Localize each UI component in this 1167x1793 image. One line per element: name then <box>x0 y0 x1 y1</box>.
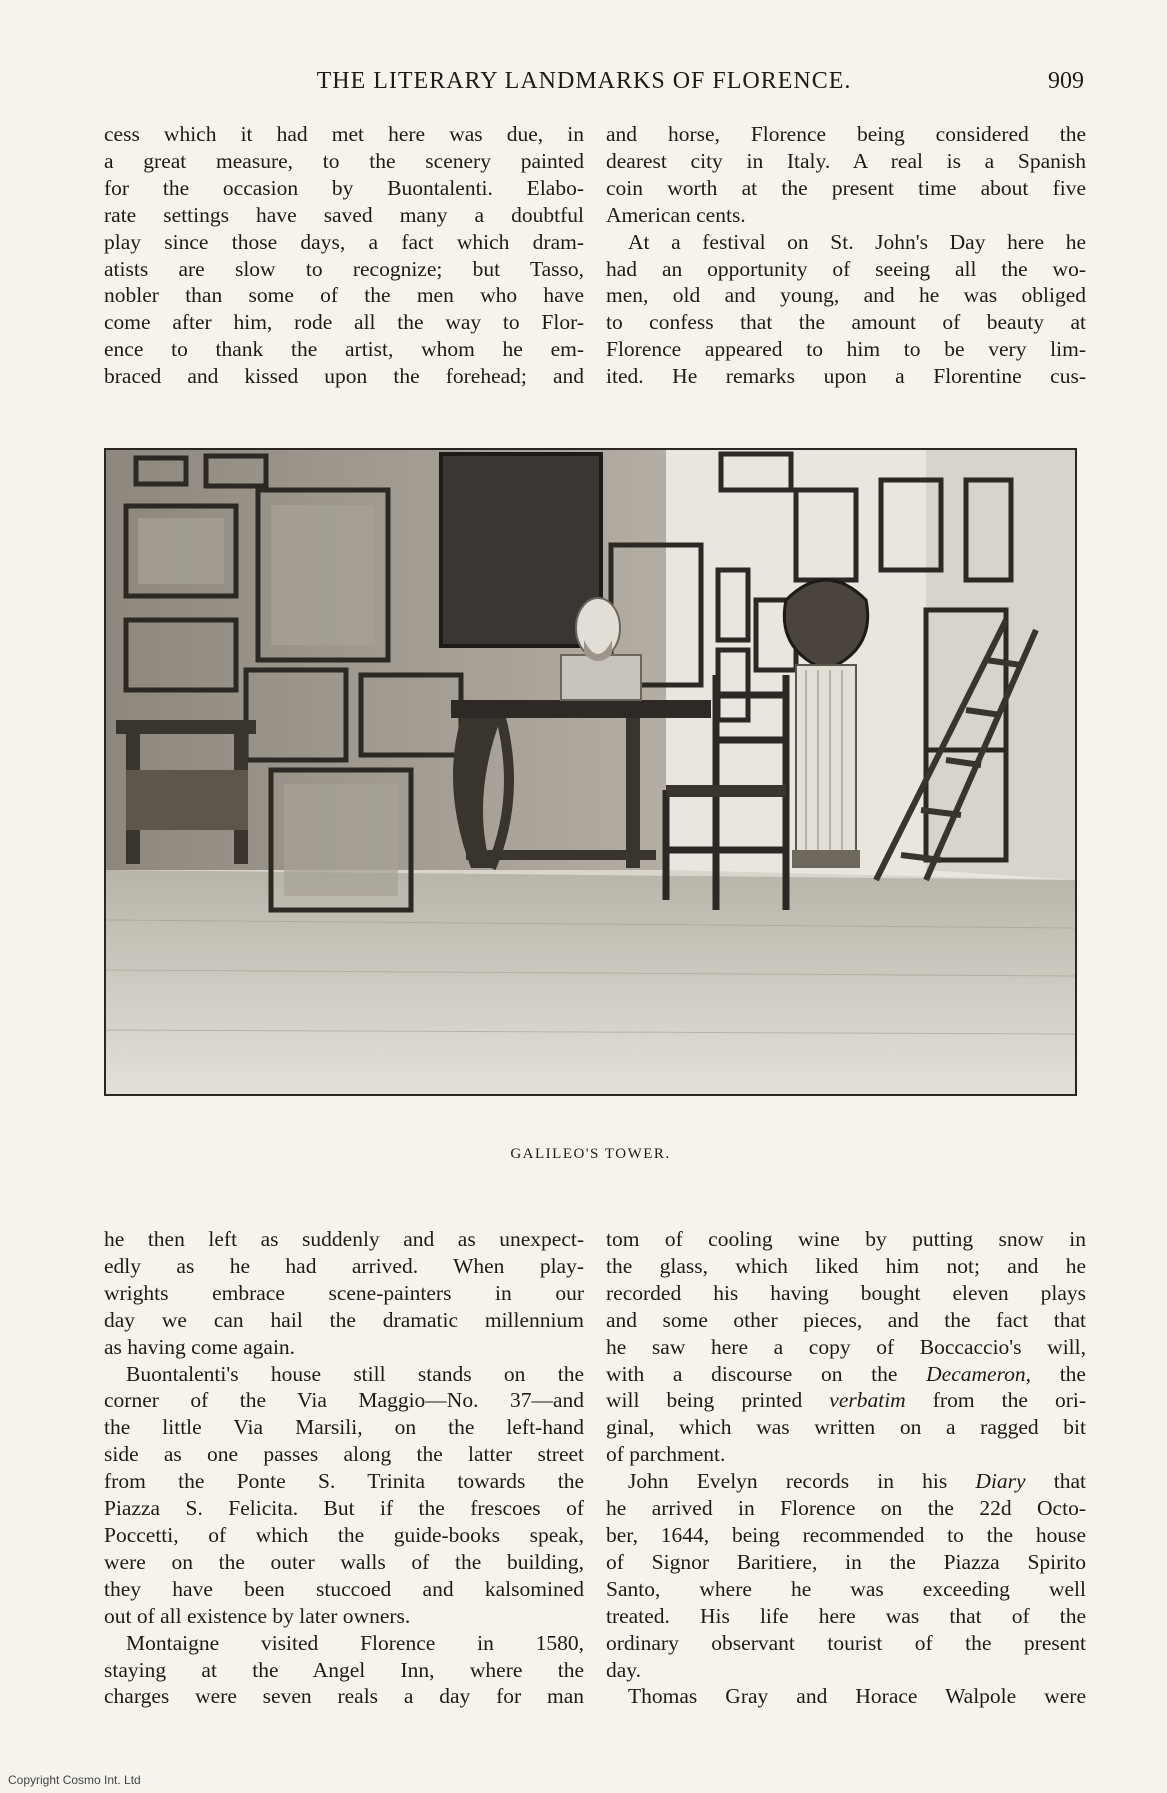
text-line: Piazza S. Felicita. But if the frescoes of <box>104 1496 584 1521</box>
text-line: were on the outer walls of the building, <box>104 1549 584 1574</box>
illustration-galileos-tower <box>104 448 1077 1096</box>
text-line: corner of the Via Maggio—No. 37—and <box>104 1388 584 1413</box>
text-line: braced and kissed upon the forehead; and <box>104 364 584 389</box>
text-line: from the Ponte S. Trinita towards the <box>104 1469 584 1494</box>
text-line: staying at the Angel Inn, where the <box>104 1657 584 1682</box>
paragraph <box>606 1683 1086 1710</box>
text-run: with a discourse on the <box>606 1361 927 1386</box>
text-line: play since those days, a fact which dram- <box>104 229 584 254</box>
text-line: nobler than some of the men who have <box>104 283 584 308</box>
text-line: ginal, which was written on a ragged bit <box>606 1415 1086 1440</box>
text-line: tom of cooling wine by putting snow in <box>606 1227 1086 1251</box>
column-bottom-left <box>104 1226 584 1710</box>
text-run: John Evelyn records in his <box>628 1469 976 1494</box>
page-number: 909 <box>1048 68 1084 94</box>
text-line: the little Via Marsili, on the left-hand <box>104 1415 584 1440</box>
illustration-caption: GALILEO'S TOWER. <box>510 1146 671 1162</box>
text-line: coin worth at the present time about five <box>606 175 1086 200</box>
text-line: ber, 1644, being recommended to the house <box>606 1522 1086 1547</box>
text-line: and horse, Florence being considered the <box>606 122 1086 146</box>
paragraph <box>104 121 584 390</box>
text-line: come after him, rode all the way to Flor- <box>104 310 584 335</box>
text-line: of parchment. <box>606 1442 726 1467</box>
engraving-image <box>106 450 1075 1094</box>
text-line: dearest city in Italy. A real is a Spanish <box>606 148 1086 173</box>
text-line: day we can hail the dramatic millennium <box>104 1307 584 1332</box>
title-decameron: Decameron <box>926 1361 1026 1386</box>
column-bottom-right <box>606 1226 1086 1710</box>
paragraph <box>606 1226 1086 1468</box>
text-line: edly as he had arrived. When play- <box>104 1253 584 1278</box>
text-run: that <box>1025 1469 1086 1494</box>
text-line: atists are slow to recognize; but Tasso, <box>104 256 584 281</box>
text-line: they have been stuccoed and kalsomined <box>104 1576 584 1601</box>
running-title: THE LITERARY LANDMARKS OF FLORENCE. <box>316 68 852 94</box>
text-line: day. <box>606 1657 642 1682</box>
text-line: American cents. <box>606 202 746 227</box>
text-line: to confess that the amount of beauty at <box>606 310 1086 335</box>
text-line: rate settings have saved many a doubtful <box>104 202 584 227</box>
text-line: and some other pieces, and the fact that <box>606 1307 1086 1332</box>
paragraph <box>606 1468 1086 1683</box>
text-line <box>606 1387 1086 1414</box>
column-top-left <box>104 121 584 390</box>
text-line: he saw here a copy of Boccaccio's will, <box>606 1334 1086 1359</box>
text-line: side as one passes along the latter street <box>104 1442 584 1467</box>
text-line: treated. His life here was that of the <box>606 1603 1086 1628</box>
copyright-watermark: Copyright Cosmo Int. Ltd <box>8 1773 141 1787</box>
title-diary: Diary <box>975 1469 1026 1494</box>
text-line: Poccetti, of which the guide-books speak, <box>104 1522 584 1547</box>
text-line: he then left as suddenly and as unexpect- <box>104 1227 584 1251</box>
text-line <box>606 1361 1086 1388</box>
text-line: At a festival on St. John's Day here he <box>628 229 1086 254</box>
text-line: a great measure, to the scenery painted <box>104 148 584 173</box>
text-line: as having come again. <box>104 1334 296 1359</box>
column-top-right <box>606 121 1086 390</box>
text-line: ited. He remarks upon a Florentine cus- <box>606 364 1086 389</box>
text-line: of Signor Baritiere, in the Piazza Spirito <box>606 1549 1086 1574</box>
text-line: had an opportunity of seeing all the wo- <box>606 256 1086 281</box>
text-line: he arrived in Florence on the 22d Octo- <box>606 1496 1086 1521</box>
paragraph <box>104 1226 584 1361</box>
text-line: Buontalenti's house still stands on the <box>126 1361 584 1386</box>
text-run: from the ori- <box>905 1388 1086 1413</box>
paragraph <box>606 121 1086 229</box>
paragraph <box>104 1361 584 1630</box>
paragraph <box>104 1630 584 1711</box>
text-line: Thomas Gray and Horace Walpole were <box>628 1684 1086 1709</box>
text-line: charges were seven reals a day for man <box>104 1684 584 1709</box>
text-line: cess which it had met here was due, in <box>104 122 584 146</box>
text-line: ordinary observant tourist of the present <box>606 1630 1086 1655</box>
text-line: the glass, which liked him not; and he <box>606 1253 1086 1278</box>
running-head <box>104 68 1084 98</box>
text-line <box>606 1468 1086 1495</box>
italic-verbatim: verbatim <box>829 1388 906 1413</box>
text-line: men, old and young, and he was obliged <box>606 283 1086 308</box>
text-line: Montaigne visited Florence in 1580, <box>126 1630 584 1655</box>
paragraph <box>606 229 1086 390</box>
text-line: out of all existence by later owners. <box>104 1603 411 1628</box>
text-line: ence to thank the artist, whom he em- <box>104 337 584 362</box>
text-line: Santo, where he was exceeding well <box>606 1576 1086 1601</box>
text-run: , the <box>1025 1361 1086 1386</box>
text-line: Florence appeared to him to be very lim- <box>606 337 1086 362</box>
text-run: will being printed <box>606 1388 830 1413</box>
text-line: recorded his having bought eleven plays <box>606 1280 1086 1305</box>
text-line: for the occasion by Buontalenti. Elabo- <box>104 175 584 200</box>
text-line: wrights embrace scene-painters in our <box>104 1280 584 1305</box>
